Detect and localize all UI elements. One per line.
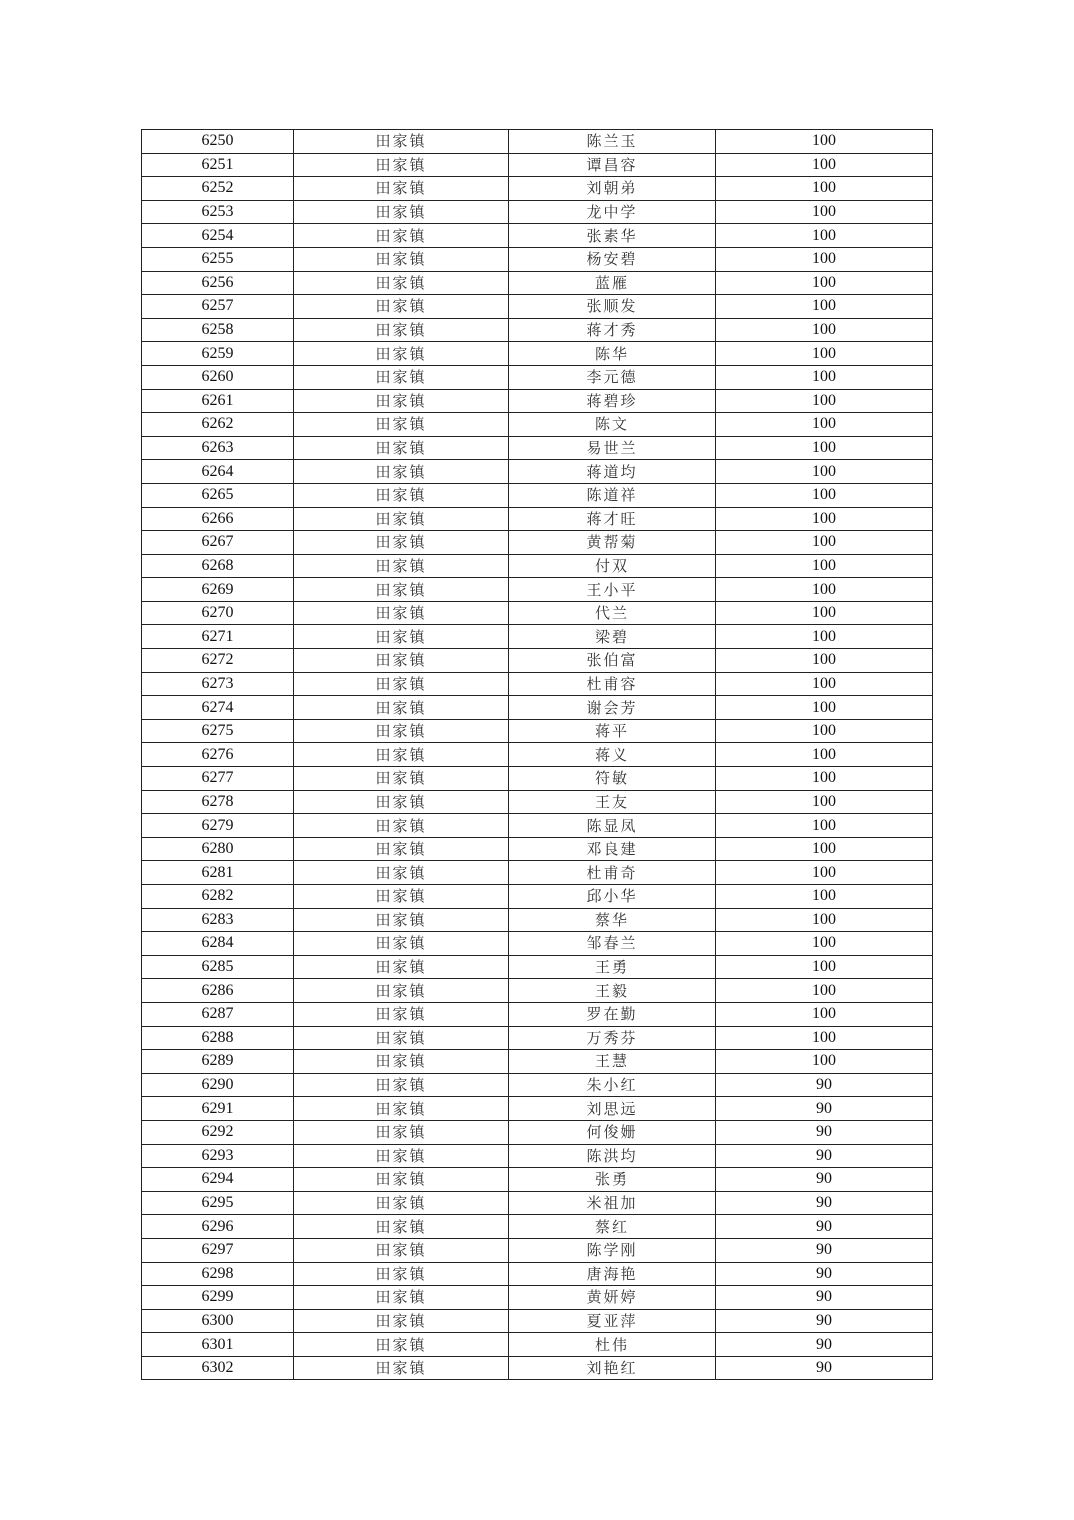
- town-cell: 田家镇: [294, 342, 509, 366]
- town-cell: 田家镇: [294, 1097, 509, 1121]
- table-row: [142, 837, 933, 861]
- person-name-cell: 蒋义: [509, 743, 716, 767]
- table-row: [142, 224, 933, 248]
- town-cell: 田家镇: [294, 1215, 509, 1239]
- person-name-cell: 陈华: [509, 342, 716, 366]
- town-cell: 田家镇: [294, 767, 509, 791]
- town-cell: 田家镇: [294, 837, 509, 861]
- amount-cell: 100: [716, 578, 933, 602]
- serial-number-cell: 6265: [142, 483, 294, 507]
- person-name-cell: 王毅: [509, 979, 716, 1003]
- serial-number-cell: 6256: [142, 271, 294, 295]
- person-name-cell: 张伯富: [509, 649, 716, 673]
- town-cell: 田家镇: [294, 979, 509, 1003]
- table-row: [142, 130, 933, 154]
- amount-cell: 90: [716, 1073, 933, 1097]
- amount-cell: 90: [716, 1144, 933, 1168]
- town-cell: 田家镇: [294, 1262, 509, 1286]
- person-name-cell: 杜伟: [509, 1333, 716, 1357]
- person-name-cell: 李元德: [509, 365, 716, 389]
- table-row: [142, 318, 933, 342]
- serial-number-cell: 6298: [142, 1262, 294, 1286]
- table-row: [142, 932, 933, 956]
- serial-number-cell: 6279: [142, 814, 294, 838]
- table-row: [142, 389, 933, 413]
- town-cell: 田家镇: [294, 861, 509, 885]
- town-cell: 田家镇: [294, 224, 509, 248]
- town-cell: 田家镇: [294, 554, 509, 578]
- town-cell: 田家镇: [294, 1073, 509, 1097]
- person-name-cell: 夏亚萍: [509, 1309, 716, 1333]
- table-row: [142, 743, 933, 767]
- table-row: [142, 365, 933, 389]
- town-cell: 田家镇: [294, 1333, 509, 1357]
- table-row: [142, 200, 933, 224]
- table-row: [142, 1215, 933, 1239]
- amount-cell: 100: [716, 601, 933, 625]
- town-cell: 田家镇: [294, 413, 509, 437]
- amount-cell: 100: [716, 460, 933, 484]
- serial-number-cell: 6278: [142, 790, 294, 814]
- amount-cell: 100: [716, 767, 933, 791]
- table-row: [142, 1097, 933, 1121]
- person-name-cell: 陈道祥: [509, 483, 716, 507]
- person-name-cell: 王小平: [509, 578, 716, 602]
- town-cell: 田家镇: [294, 743, 509, 767]
- table-row: [142, 885, 933, 909]
- person-name-cell: 万秀芬: [509, 1026, 716, 1050]
- town-cell: 田家镇: [294, 790, 509, 814]
- serial-number-cell: 6292: [142, 1120, 294, 1144]
- person-name-cell: 符敏: [509, 767, 716, 791]
- amount-cell: 100: [716, 814, 933, 838]
- serial-number-cell: 6296: [142, 1215, 294, 1239]
- town-cell: 田家镇: [294, 153, 509, 177]
- town-cell: 田家镇: [294, 295, 509, 319]
- serial-number-cell: 6254: [142, 224, 294, 248]
- serial-number-cell: 6273: [142, 672, 294, 696]
- serial-number-cell: 6270: [142, 601, 294, 625]
- person-name-cell: 蔡红: [509, 1215, 716, 1239]
- person-name-cell: 梁碧: [509, 625, 716, 649]
- person-name-cell: 龙中学: [509, 200, 716, 224]
- amount-cell: 90: [716, 1238, 933, 1262]
- serial-number-cell: 6285: [142, 955, 294, 979]
- amount-cell: 100: [716, 483, 933, 507]
- table-row: [142, 719, 933, 743]
- amount-cell: 100: [716, 908, 933, 932]
- serial-number-cell: 6297: [142, 1238, 294, 1262]
- table-row: [142, 1286, 933, 1310]
- serial-number-cell: 6266: [142, 507, 294, 531]
- town-cell: 田家镇: [294, 318, 509, 342]
- person-name-cell: 刘艳红: [509, 1356, 716, 1380]
- table-row: [142, 1356, 933, 1380]
- person-name-cell: 罗在勤: [509, 1002, 716, 1026]
- table-row: [142, 1262, 933, 1286]
- town-cell: 田家镇: [294, 177, 509, 201]
- amount-cell: 100: [716, 365, 933, 389]
- serial-number-cell: 6260: [142, 365, 294, 389]
- amount-cell: 100: [716, 885, 933, 909]
- serial-number-cell: 6275: [142, 719, 294, 743]
- serial-number-cell: 6259: [142, 342, 294, 366]
- person-name-cell: 陈洪均: [509, 1144, 716, 1168]
- table-row: [142, 1144, 933, 1168]
- table-row: [142, 153, 933, 177]
- serial-number-cell: 6301: [142, 1333, 294, 1357]
- serial-number-cell: 6287: [142, 1002, 294, 1026]
- amount-cell: 90: [716, 1262, 933, 1286]
- town-cell: 田家镇: [294, 1191, 509, 1215]
- amount-cell: 100: [716, 837, 933, 861]
- serial-number-cell: 6263: [142, 436, 294, 460]
- town-cell: 田家镇: [294, 1120, 509, 1144]
- serial-number-cell: 6255: [142, 247, 294, 271]
- town-cell: 田家镇: [294, 1144, 509, 1168]
- person-name-cell: 杜甫奇: [509, 861, 716, 885]
- amount-cell: 100: [716, 861, 933, 885]
- serial-number-cell: 6283: [142, 908, 294, 932]
- serial-number-cell: 6250: [142, 130, 294, 154]
- table-row: [142, 271, 933, 295]
- table-row: [142, 1168, 933, 1192]
- serial-number-cell: 6290: [142, 1073, 294, 1097]
- serial-number-cell: 6268: [142, 554, 294, 578]
- table-row: [142, 1026, 933, 1050]
- amount-cell: 100: [716, 247, 933, 271]
- person-name-cell: 黄妍婷: [509, 1286, 716, 1310]
- person-name-cell: 何俊姗: [509, 1120, 716, 1144]
- town-cell: 田家镇: [294, 1356, 509, 1380]
- amount-cell: 90: [716, 1356, 933, 1380]
- person-name-cell: 付双: [509, 554, 716, 578]
- amount-cell: 100: [716, 295, 933, 319]
- amount-cell: 100: [716, 955, 933, 979]
- amount-cell: 100: [716, 790, 933, 814]
- town-cell: 田家镇: [294, 1238, 509, 1262]
- table-row: [142, 460, 933, 484]
- town-cell: 田家镇: [294, 1309, 509, 1333]
- table-row: [142, 767, 933, 791]
- person-name-cell: 易世兰: [509, 436, 716, 460]
- table-row: [142, 696, 933, 720]
- amount-cell: 100: [716, 719, 933, 743]
- serial-number-cell: 6271: [142, 625, 294, 649]
- person-name-cell: 刘朝弟: [509, 177, 716, 201]
- town-cell: 田家镇: [294, 247, 509, 271]
- table-row: [142, 601, 933, 625]
- town-cell: 田家镇: [294, 460, 509, 484]
- table-row: [142, 1191, 933, 1215]
- serial-number-cell: 6289: [142, 1050, 294, 1074]
- person-name-cell: 王友: [509, 790, 716, 814]
- town-cell: 田家镇: [294, 932, 509, 956]
- person-name-cell: 唐海艳: [509, 1262, 716, 1286]
- serial-number-cell: 6251: [142, 153, 294, 177]
- person-name-cell: 刘思远: [509, 1097, 716, 1121]
- amount-cell: 90: [716, 1309, 933, 1333]
- person-name-cell: 谭昌容: [509, 153, 716, 177]
- roster-table-body: [142, 130, 933, 1380]
- person-name-cell: 邹春兰: [509, 932, 716, 956]
- person-name-cell: 陈兰玉: [509, 130, 716, 154]
- serial-number-cell: 6281: [142, 861, 294, 885]
- serial-number-cell: 6295: [142, 1191, 294, 1215]
- serial-number-cell: 6299: [142, 1286, 294, 1310]
- person-name-cell: 杜甫容: [509, 672, 716, 696]
- amount-cell: 90: [716, 1168, 933, 1192]
- person-name-cell: 邓良建: [509, 837, 716, 861]
- person-name-cell: 蒋碧珍: [509, 389, 716, 413]
- amount-cell: 100: [716, 531, 933, 555]
- town-cell: 田家镇: [294, 483, 509, 507]
- town-cell: 田家镇: [294, 531, 509, 555]
- table-row: [142, 531, 933, 555]
- serial-number-cell: 6269: [142, 578, 294, 602]
- amount-cell: 100: [716, 1050, 933, 1074]
- amount-cell: 100: [716, 979, 933, 1003]
- person-name-cell: 蒋才秀: [509, 318, 716, 342]
- serial-number-cell: 6274: [142, 696, 294, 720]
- serial-number-cell: 6267: [142, 531, 294, 555]
- table-row: [142, 554, 933, 578]
- table-row: [142, 295, 933, 319]
- serial-number-cell: 6277: [142, 767, 294, 791]
- town-cell: 田家镇: [294, 1286, 509, 1310]
- amount-cell: 100: [716, 153, 933, 177]
- amount-cell: 100: [716, 649, 933, 673]
- person-name-cell: 朱小红: [509, 1073, 716, 1097]
- table-row: [142, 1238, 933, 1262]
- town-cell: 田家镇: [294, 200, 509, 224]
- table-row: [142, 413, 933, 437]
- town-cell: 田家镇: [294, 625, 509, 649]
- amount-cell: 100: [716, 625, 933, 649]
- amount-cell: 100: [716, 1002, 933, 1026]
- serial-number-cell: 6280: [142, 837, 294, 861]
- table-row: [142, 1002, 933, 1026]
- table-row: [142, 247, 933, 271]
- table-row: [142, 1050, 933, 1074]
- person-name-cell: 陈显凤: [509, 814, 716, 838]
- town-cell: 田家镇: [294, 507, 509, 531]
- person-name-cell: 张顺发: [509, 295, 716, 319]
- table-row: [142, 1073, 933, 1097]
- serial-number-cell: 6257: [142, 295, 294, 319]
- serial-number-cell: 6288: [142, 1026, 294, 1050]
- person-name-cell: 米祖加: [509, 1191, 716, 1215]
- amount-cell: 90: [716, 1286, 933, 1310]
- person-name-cell: 蔡华: [509, 908, 716, 932]
- amount-cell: 100: [716, 318, 933, 342]
- table-row: [142, 955, 933, 979]
- table-row: [142, 861, 933, 885]
- amount-cell: 100: [716, 436, 933, 460]
- town-cell: 田家镇: [294, 1026, 509, 1050]
- person-name-cell: 黄帮菊: [509, 531, 716, 555]
- person-name-cell: 陈学刚: [509, 1238, 716, 1262]
- person-name-cell: 蒋道均: [509, 460, 716, 484]
- town-cell: 田家镇: [294, 578, 509, 602]
- person-name-cell: 杨安碧: [509, 247, 716, 271]
- roster-table: [141, 129, 933, 1380]
- amount-cell: 100: [716, 224, 933, 248]
- table-row: [142, 1120, 933, 1144]
- table-row: [142, 507, 933, 531]
- amount-cell: 90: [716, 1191, 933, 1215]
- amount-cell: 100: [716, 389, 933, 413]
- serial-number-cell: 6261: [142, 389, 294, 413]
- serial-number-cell: 6293: [142, 1144, 294, 1168]
- person-name-cell: 张勇: [509, 1168, 716, 1192]
- amount-cell: 100: [716, 507, 933, 531]
- town-cell: 田家镇: [294, 130, 509, 154]
- table-row: [142, 979, 933, 1003]
- amount-cell: 100: [716, 271, 933, 295]
- person-name-cell: 邱小华: [509, 885, 716, 909]
- person-name-cell: 王勇: [509, 955, 716, 979]
- person-name-cell: 王慧: [509, 1050, 716, 1074]
- table-row: [142, 672, 933, 696]
- serial-number-cell: 6252: [142, 177, 294, 201]
- person-name-cell: 蒋才旺: [509, 507, 716, 531]
- amount-cell: 90: [716, 1215, 933, 1239]
- person-name-cell: 谢会芳: [509, 696, 716, 720]
- table-row: [142, 436, 933, 460]
- person-name-cell: 蒋平: [509, 719, 716, 743]
- serial-number-cell: 6294: [142, 1168, 294, 1192]
- serial-number-cell: 6282: [142, 885, 294, 909]
- town-cell: 田家镇: [294, 672, 509, 696]
- table-row: [142, 790, 933, 814]
- town-cell: 田家镇: [294, 955, 509, 979]
- amount-cell: 100: [716, 672, 933, 696]
- town-cell: 田家镇: [294, 365, 509, 389]
- town-cell: 田家镇: [294, 885, 509, 909]
- amount-cell: 100: [716, 177, 933, 201]
- town-cell: 田家镇: [294, 719, 509, 743]
- town-cell: 田家镇: [294, 649, 509, 673]
- amount-cell: 100: [716, 554, 933, 578]
- serial-number-cell: 6264: [142, 460, 294, 484]
- town-cell: 田家镇: [294, 436, 509, 460]
- town-cell: 田家镇: [294, 908, 509, 932]
- table-row: [142, 483, 933, 507]
- town-cell: 田家镇: [294, 1002, 509, 1026]
- person-name-cell: 蓝雁: [509, 271, 716, 295]
- table-row: [142, 625, 933, 649]
- serial-number-cell: 6272: [142, 649, 294, 673]
- serial-number-cell: 6300: [142, 1309, 294, 1333]
- table-row: [142, 814, 933, 838]
- serial-number-cell: 6253: [142, 200, 294, 224]
- amount-cell: 100: [716, 696, 933, 720]
- serial-number-cell: 6258: [142, 318, 294, 342]
- amount-cell: 100: [716, 342, 933, 366]
- table-row: [142, 1309, 933, 1333]
- serial-number-cell: 6291: [142, 1097, 294, 1121]
- person-name-cell: 张素华: [509, 224, 716, 248]
- amount-cell: 90: [716, 1097, 933, 1121]
- serial-number-cell: 6302: [142, 1356, 294, 1380]
- amount-cell: 100: [716, 200, 933, 224]
- town-cell: 田家镇: [294, 389, 509, 413]
- table-row: [142, 177, 933, 201]
- serial-number-cell: 6284: [142, 932, 294, 956]
- person-name-cell: 代兰: [509, 601, 716, 625]
- amount-cell: 100: [716, 130, 933, 154]
- amount-cell: 100: [716, 413, 933, 437]
- table-row: [142, 342, 933, 366]
- amount-cell: 100: [716, 1026, 933, 1050]
- town-cell: 田家镇: [294, 696, 509, 720]
- table-row: [142, 908, 933, 932]
- table-row: [142, 649, 933, 673]
- serial-number-cell: 6276: [142, 743, 294, 767]
- town-cell: 田家镇: [294, 601, 509, 625]
- amount-cell: 100: [716, 743, 933, 767]
- serial-number-cell: 6286: [142, 979, 294, 1003]
- amount-cell: 90: [716, 1333, 933, 1357]
- town-cell: 田家镇: [294, 1168, 509, 1192]
- table-row: [142, 578, 933, 602]
- amount-cell: 100: [716, 932, 933, 956]
- amount-cell: 90: [716, 1120, 933, 1144]
- person-name-cell: 陈文: [509, 413, 716, 437]
- serial-number-cell: 6262: [142, 413, 294, 437]
- town-cell: 田家镇: [294, 1050, 509, 1074]
- town-cell: 田家镇: [294, 271, 509, 295]
- town-cell: 田家镇: [294, 814, 509, 838]
- table-row: [142, 1333, 933, 1357]
